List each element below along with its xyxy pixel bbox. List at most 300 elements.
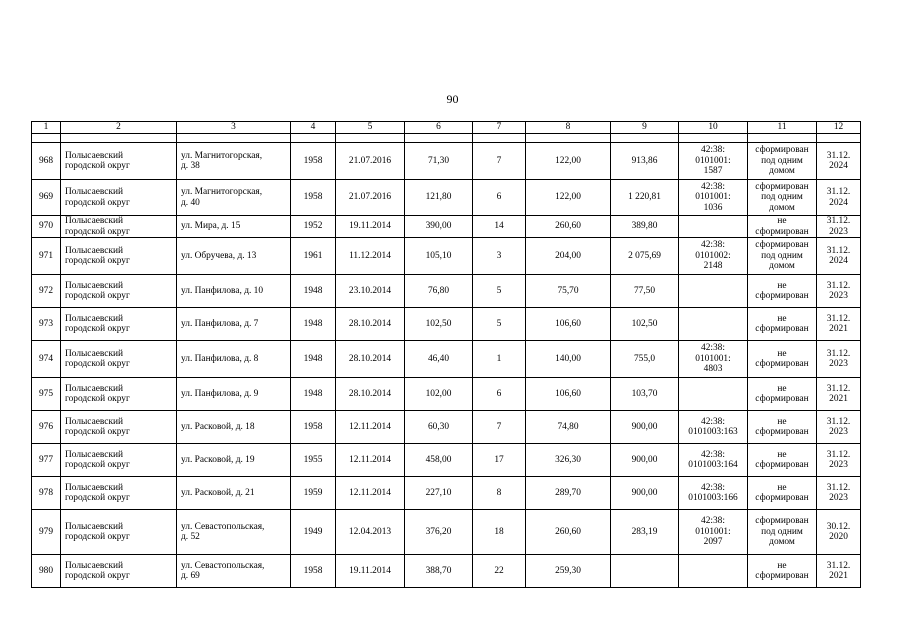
cell-line: городской округ (65, 256, 130, 266)
count-cell: 7 (473, 411, 526, 444)
table-row (32, 308, 861, 341)
land-area-cell: 389,80 (611, 216, 679, 238)
land-area-cell: 900,00 (611, 444, 679, 477)
cell-line: 2024 (829, 197, 848, 208)
cell-line: городской округ (65, 394, 130, 404)
municipality-cell (61, 378, 177, 411)
land-plot-status-cell (748, 275, 817, 308)
count-cell: 5 (473, 308, 526, 341)
cadastral-number-cell (679, 444, 748, 477)
table-row (32, 477, 861, 510)
cell-line: сформирован (755, 427, 809, 437)
column-number-11: 11 (748, 122, 817, 134)
cell-line: 2023 (829, 359, 848, 369)
cell-line: 31.12. (826, 150, 851, 161)
cell-line: 2023 (829, 427, 848, 437)
cell-line: городской округ (65, 197, 130, 208)
cell-line: 42:38: (701, 181, 725, 192)
land-plot-status-cell (748, 238, 817, 275)
deadline-cell (817, 275, 861, 308)
cell-line: 31.12. (826, 187, 851, 198)
cell-line: Полысаевский (65, 560, 124, 571)
cell-line: ул. Панфилова, д. 8 (181, 353, 259, 364)
municipality-cell (61, 238, 177, 275)
cell-line: д. 52 (181, 532, 200, 542)
municipality-cell (61, 308, 177, 341)
count-cell: 14 (473, 216, 526, 238)
municipality-cell (61, 341, 177, 378)
column-number-1: 1 (32, 122, 61, 134)
cell-line: ул. Панфилова, д. 10 (181, 285, 264, 296)
cadastral-number-cell (679, 308, 748, 341)
cell-line: ул. Расковой, д. 19 (181, 454, 255, 465)
deadline-cell (817, 180, 861, 216)
cell-line: 31.12. (826, 482, 851, 493)
cell-line: домом (769, 202, 795, 213)
cell-line: 31.12. (826, 348, 851, 359)
cell-line: д. 38 (181, 161, 200, 171)
cell-line: Полысаевский (65, 383, 124, 394)
address-cell (177, 510, 291, 555)
cell-line: городской округ (65, 291, 130, 301)
cadastral-number-cell (679, 510, 748, 555)
table-row (32, 275, 861, 308)
cell-line: сформирован (755, 226, 809, 237)
year-cell: 1958 (291, 411, 336, 444)
cell-line: не (777, 482, 787, 493)
year-cell: 1948 (291, 341, 336, 378)
land-plot-status-cell (748, 341, 817, 378)
cell-line: 42:38: (701, 516, 725, 527)
date-cell: 28.10.2014 (336, 308, 405, 341)
cell-line: 0101003:166 (688, 493, 738, 503)
cell-line: ул. Севастопольская, (181, 560, 265, 571)
cell-line: сформирован (755, 394, 809, 404)
cell-line: сформирован (755, 571, 809, 581)
cell-line: городской округ (65, 427, 130, 437)
land-plot-status-cell (748, 143, 817, 180)
cell-line: ул. Магнитогорская, (181, 187, 263, 198)
cell-line: Полысаевский (65, 482, 124, 493)
land-plot-status-cell (748, 411, 817, 444)
page-number: 90 (446, 92, 459, 106)
date-cell: 12.11.2014 (336, 477, 405, 510)
row-number-cell: 972 (32, 275, 61, 308)
row-number-cell: 969 (32, 180, 61, 216)
year-cell: 1949 (291, 510, 336, 555)
land-area-cell: 102,50 (611, 308, 679, 341)
column-number-3: 3 (177, 122, 291, 134)
count-cell: 1 (473, 341, 526, 378)
land-area-cell: 900,00 (611, 477, 679, 510)
cell-line: ул. Севастопольская, (181, 521, 265, 532)
cadastral-number-cell (679, 275, 748, 308)
cell-line: 1036 (703, 202, 723, 213)
cell-line: Полысаевский (65, 521, 124, 532)
table-body (32, 122, 861, 588)
land-plot-status-cell (748, 555, 817, 588)
cell-line: 42:38: (701, 240, 725, 251)
deadline-cell (817, 341, 861, 378)
table-row (32, 555, 861, 588)
date-cell: 12.04.2013 (336, 510, 405, 555)
land-plot-status-cell (748, 180, 817, 216)
cell-line: не (777, 383, 787, 394)
count-cell: 6 (473, 378, 526, 411)
cell-line: сформирован (755, 181, 809, 192)
cell-line: не (777, 449, 787, 460)
area-cell-2: 259,30 (526, 555, 611, 588)
cell-line: 2021 (829, 394, 848, 404)
cell-line: сформирован (755, 291, 809, 301)
area-cell-2: 204,00 (526, 238, 611, 275)
column-number-5: 5 (336, 122, 405, 134)
count-cell: 7 (473, 143, 526, 180)
cell-line: 42:38: (701, 482, 725, 493)
cell-line: городской округ (65, 532, 130, 542)
area-cell: 121,80 (405, 180, 473, 216)
land-plot-status-cell (748, 510, 817, 555)
area-cell-2: 106,60 (526, 308, 611, 341)
year-cell: 1958 (291, 143, 336, 180)
cell-line: под одним (761, 526, 803, 537)
table-row (32, 216, 861, 238)
deadline-cell (817, 143, 861, 180)
cell-line: Полысаевский (65, 216, 124, 227)
area-cell-2: 260,60 (526, 216, 611, 238)
cadastral-number-cell (679, 216, 748, 238)
date-cell: 23.10.2014 (336, 275, 405, 308)
table-row (32, 180, 861, 216)
cadastral-number-cell (679, 555, 748, 588)
cell-line: ул. Расковой, д. 21 (181, 487, 255, 498)
table-row (32, 378, 861, 411)
row-number-cell: 978 (32, 477, 61, 510)
cell-line: ул. Панфилова, д. 9 (181, 388, 259, 399)
cell-line: 0101001: (695, 353, 731, 364)
cell-line: не (777, 348, 787, 359)
table-row (32, 411, 861, 444)
column-number-10: 10 (679, 122, 748, 134)
column-number-6: 6 (405, 122, 473, 134)
land-area-cell (611, 555, 679, 588)
row-number-cell: 968 (32, 143, 61, 180)
cell-line: ул. Магнитогорская, (181, 150, 263, 161)
table-row (32, 444, 861, 477)
land-area-cell: 283,19 (611, 510, 679, 555)
cell-line: 42:38: (701, 343, 725, 354)
address-cell (177, 308, 291, 341)
cell-line: 30.12. (826, 521, 851, 532)
land-area-cell: 900,00 (611, 411, 679, 444)
year-cell: 1948 (291, 378, 336, 411)
cell-line: 4803 (703, 364, 723, 375)
year-cell: 1955 (291, 444, 336, 477)
area-cell: 102,50 (405, 308, 473, 341)
table-row (32, 510, 861, 555)
area-cell: 390,00 (405, 216, 473, 238)
area-cell: 388,70 (405, 555, 473, 588)
cell-line: не (777, 313, 787, 324)
cell-line: 42:38: (701, 449, 725, 460)
area-cell: 227,10 (405, 477, 473, 510)
cell-line: под одним (761, 250, 803, 261)
cell-line: не (777, 280, 787, 291)
land-area-cell: 913,86 (611, 143, 679, 180)
cell-line: 31.12. (826, 245, 851, 256)
municipality-cell (61, 275, 177, 308)
cell-line: 2148 (703, 261, 723, 272)
cell-line: ул. Панфилова, д. 7 (181, 318, 259, 329)
land-plot-status-cell (748, 444, 817, 477)
cell-line: 2021 (829, 324, 848, 334)
cell-line: 42:38: (701, 416, 725, 427)
address-cell (177, 275, 291, 308)
cell-line: 31.12. (826, 416, 851, 427)
cell-line: Полысаевский (65, 313, 124, 324)
date-cell: 21.07.2016 (336, 180, 405, 216)
address-cell (177, 555, 291, 588)
land-area-cell: 1 220,81 (611, 180, 679, 216)
land-plot-status-cell (748, 308, 817, 341)
deadline-cell (817, 555, 861, 588)
count-cell: 8 (473, 477, 526, 510)
cell-line: городской округ (65, 226, 130, 237)
deadline-cell (817, 477, 861, 510)
cell-line: домом (769, 537, 795, 548)
cell-line: 1587 (703, 166, 723, 177)
cell-line: не (777, 216, 787, 227)
cell-line: 2024 (829, 256, 848, 266)
land-area-cell: 103,70 (611, 378, 679, 411)
row-number-cell: 975 (32, 378, 61, 411)
cell-line: городской округ (65, 493, 130, 503)
row-number-cell: 980 (32, 555, 61, 588)
column-number-12: 12 (817, 122, 861, 134)
date-cell: 12.11.2014 (336, 444, 405, 477)
count-cell: 6 (473, 180, 526, 216)
address-cell (177, 341, 291, 378)
area-cell-2: 122,00 (526, 143, 611, 180)
cell-line: домом (769, 261, 795, 272)
cadastral-number-cell (679, 238, 748, 275)
cell-line: сформирован (755, 324, 809, 334)
address-cell (177, 180, 291, 216)
area-cell-2: 326,30 (526, 444, 611, 477)
deadline-cell (817, 411, 861, 444)
cell-line: 2023 (829, 291, 848, 301)
row-number-cell: 977 (32, 444, 61, 477)
cell-line: 2020 (829, 532, 848, 542)
date-cell: 21.07.2016 (336, 143, 405, 180)
area-cell-2: 289,70 (526, 477, 611, 510)
cell-line: Полысаевский (65, 280, 124, 291)
cell-line: 31.12. (826, 216, 851, 227)
column-number-2: 2 (61, 122, 177, 134)
deadline-cell (817, 510, 861, 555)
count-cell: 22 (473, 555, 526, 588)
year-cell: 1948 (291, 308, 336, 341)
cell-line: Полысаевский (65, 416, 124, 427)
date-cell: 19.11.2014 (336, 216, 405, 238)
cell-line: 2097 (703, 537, 723, 548)
row-number-cell: 974 (32, 341, 61, 378)
cell-line: сформирован (755, 145, 809, 156)
year-cell: 1958 (291, 555, 336, 588)
cell-line: 0101001: (695, 155, 731, 166)
cell-line: сформирован (755, 493, 809, 503)
address-cell (177, 216, 291, 238)
area-cell: 376,20 (405, 510, 473, 555)
cell-line: 0101002: (695, 250, 731, 261)
cell-line: ул. Мира, д. 15 (181, 221, 241, 232)
area-cell-2: 122,00 (526, 180, 611, 216)
cell-line: Полысаевский (65, 245, 124, 256)
column-number-8: 8 (526, 122, 611, 134)
count-cell: 17 (473, 444, 526, 477)
municipality-cell (61, 180, 177, 216)
cell-line: Полысаевский (65, 348, 124, 359)
cell-line: 31.12. (826, 383, 851, 394)
area-cell: 458,00 (405, 444, 473, 477)
cadastral-number-cell (679, 378, 748, 411)
cell-line: 31.12. (826, 449, 851, 460)
housing-register-table (31, 121, 861, 588)
cell-line: не (777, 416, 787, 427)
cell-line: 42:38: (701, 145, 725, 156)
cell-line: 0101001: (695, 526, 731, 537)
year-cell: 1958 (291, 180, 336, 216)
cell-line: городской округ (65, 460, 130, 470)
count-cell: 18 (473, 510, 526, 555)
cell-line: 2021 (829, 571, 848, 581)
cell-line: сформирован (755, 516, 809, 527)
table-row (32, 143, 861, 180)
count-cell: 3 (473, 238, 526, 275)
cadastral-number-cell (679, 143, 748, 180)
cell-line: 0101001: (695, 192, 731, 203)
area-cell-2: 75,70 (526, 275, 611, 308)
area-cell-2: 74,80 (526, 411, 611, 444)
date-cell: 28.10.2014 (336, 341, 405, 378)
row-number-cell: 970 (32, 216, 61, 238)
address-cell (177, 238, 291, 275)
cell-line: городской округ (65, 161, 130, 171)
date-cell: 19.11.2014 (336, 555, 405, 588)
address-cell (177, 143, 291, 180)
cell-line: 31.12. (826, 560, 851, 571)
year-cell: 1959 (291, 477, 336, 510)
cell-line: 2023 (829, 460, 848, 470)
cell-line: 31.12. (826, 280, 851, 291)
area-cell-2: 140,00 (526, 341, 611, 378)
row-number-cell: 976 (32, 411, 61, 444)
cell-line: не (777, 560, 787, 571)
deadline-cell (817, 444, 861, 477)
cell-line: д. 69 (181, 571, 200, 581)
cell-line: Полысаевский (65, 449, 124, 460)
municipality-cell (61, 411, 177, 444)
land-area-cell: 77,50 (611, 275, 679, 308)
cell-line: Полысаевский (65, 187, 124, 198)
column-number-7: 7 (473, 122, 526, 134)
cell-line: ул. Обручева, д. 13 (181, 250, 257, 261)
area-cell: 71,30 (405, 143, 473, 180)
year-cell: 1961 (291, 238, 336, 275)
cell-line: сформирован (755, 240, 809, 251)
area-cell: 46,40 (405, 341, 473, 378)
cell-line: 0101003:164 (688, 460, 738, 470)
row-number-cell: 971 (32, 238, 61, 275)
cell-line: д. 40 (181, 197, 200, 208)
municipality-cell (61, 444, 177, 477)
municipality-cell (61, 510, 177, 555)
land-plot-status-cell (748, 378, 817, 411)
area-cell: 60,30 (405, 411, 473, 444)
table-row (32, 238, 861, 275)
date-cell: 11.12.2014 (336, 238, 405, 275)
cell-line: Полысаевский (65, 150, 124, 161)
land-area-cell: 2 075,69 (611, 238, 679, 275)
table-row (32, 341, 861, 378)
header-spacer-row (32, 134, 861, 143)
area-cell-2: 106,60 (526, 378, 611, 411)
cadastral-number-cell (679, 477, 748, 510)
municipality-cell (61, 477, 177, 510)
row-number-cell: 979 (32, 510, 61, 555)
cell-line: 2023 (829, 226, 848, 237)
row-number-cell: 973 (32, 308, 61, 341)
year-cell: 1948 (291, 275, 336, 308)
deadline-cell (817, 216, 861, 238)
column-number-9: 9 (611, 122, 679, 134)
cadastral-number-cell (679, 341, 748, 378)
cell-line: под одним (761, 192, 803, 203)
address-cell (177, 411, 291, 444)
area-cell: 76,80 (405, 275, 473, 308)
cell-line: ул. Расковой, д. 18 (181, 421, 255, 432)
cell-line: городской округ (65, 359, 130, 369)
deadline-cell (817, 308, 861, 341)
cell-line: домом (769, 166, 795, 177)
cell-line: 2024 (829, 161, 848, 171)
cell-line: городской округ (65, 571, 130, 581)
address-cell (177, 378, 291, 411)
deadline-cell (817, 378, 861, 411)
count-cell: 5 (473, 275, 526, 308)
cadastral-number-cell (679, 411, 748, 444)
land-plot-status-cell (748, 216, 817, 238)
column-number-row (32, 122, 861, 134)
cell-line: 0101003:163 (688, 427, 738, 437)
land-area-cell: 755,0 (611, 341, 679, 378)
address-cell (177, 444, 291, 477)
cell-line: 2023 (829, 493, 848, 503)
column-number-4: 4 (291, 122, 336, 134)
date-cell: 28.10.2014 (336, 378, 405, 411)
area-cell-2: 260,60 (526, 510, 611, 555)
municipality-cell (61, 555, 177, 588)
cell-line: городской округ (65, 324, 130, 334)
deadline-cell (817, 238, 861, 275)
cell-line: сформирован (755, 359, 809, 369)
address-cell (177, 477, 291, 510)
year-cell: 1952 (291, 216, 336, 238)
municipality-cell (61, 216, 177, 238)
municipality-cell (61, 143, 177, 180)
area-cell: 105,10 (405, 238, 473, 275)
date-cell: 12.11.2014 (336, 411, 405, 444)
